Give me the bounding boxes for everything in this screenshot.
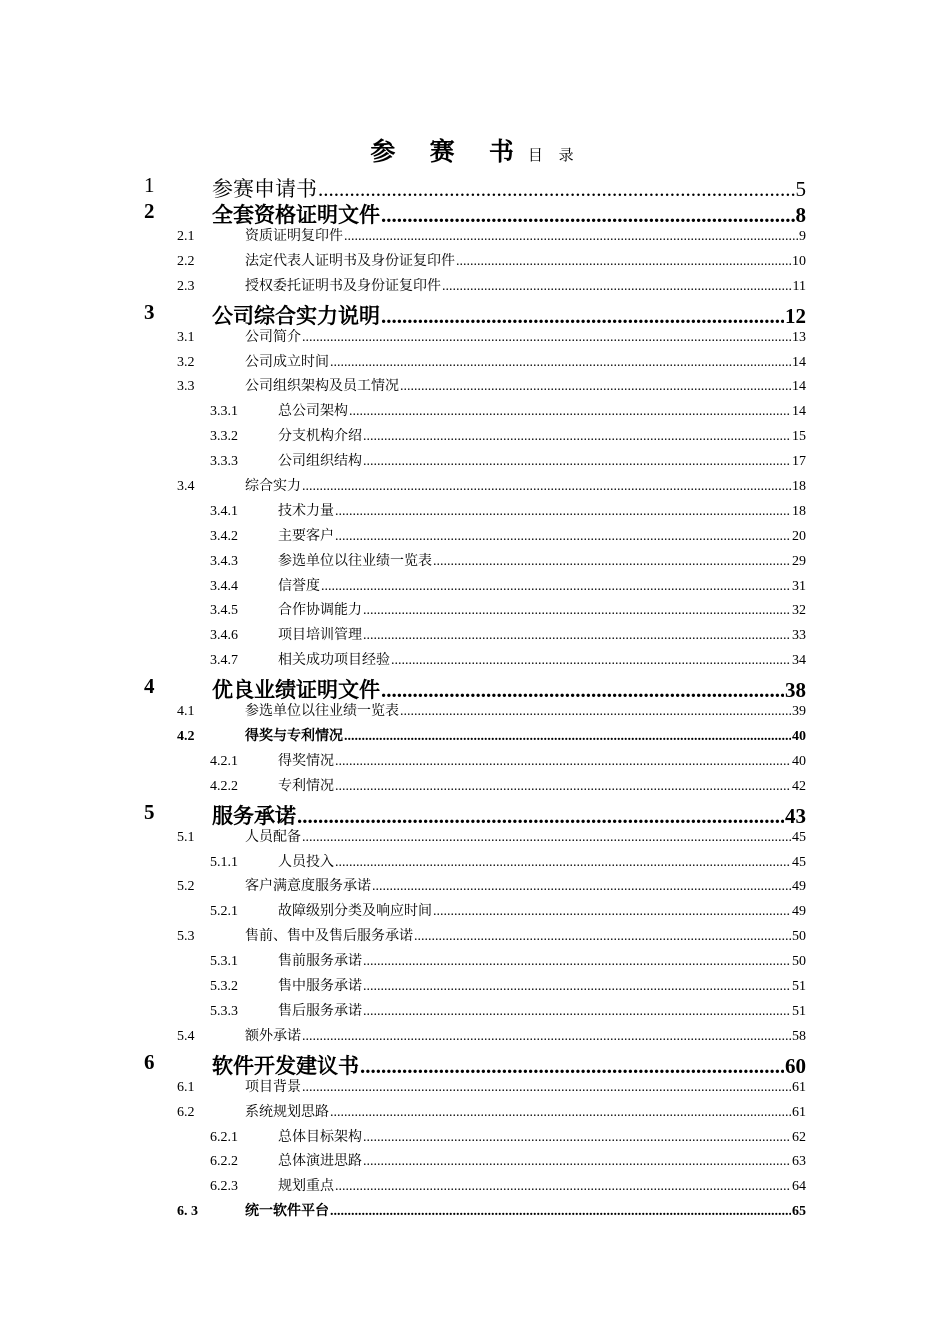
toc-entry-number: 3.3 <box>177 379 195 395</box>
toc-entry-page: 10 <box>792 253 806 269</box>
toc-dot-leader <box>363 624 791 649</box>
toc-dot-leader <box>302 826 791 851</box>
toc-entry[interactable] <box>0 1101 950 1126</box>
toc-entry-title: 公司组织结构 <box>278 454 362 470</box>
toc-entry-page: 15 <box>792 429 806 445</box>
toc-dot-leader <box>330 351 791 376</box>
toc-entry-page: 14 <box>792 354 806 370</box>
toc-entry-title: 总公司架构 <box>278 404 348 420</box>
toc-entry-number: 3.3.1 <box>210 404 238 420</box>
toc-entry-title: 公司成立时间 <box>245 354 329 370</box>
toc-entry-title: 技术力量 <box>278 503 334 519</box>
toc-dot-leader <box>321 575 791 600</box>
toc-entry-title: 系统规划思路 <box>245 1104 329 1120</box>
toc-entry-title: 服务承诺 <box>212 803 296 828</box>
toc-entry[interactable] <box>0 725 950 750</box>
toc-entry[interactable] <box>0 575 950 600</box>
toc-entry-title: 主要客户 <box>278 528 334 544</box>
toc-entry[interactable] <box>0 1200 950 1225</box>
toc-entry-page: 51 <box>792 1003 806 1019</box>
toc-entry[interactable] <box>0 599 950 624</box>
toc-entry-number: 6.1 <box>177 1079 195 1095</box>
toc-entry-number: 4.2.1 <box>210 753 238 769</box>
toc-entry-title: 相关成功项目经验 <box>278 653 390 669</box>
toc-entry-number: 1 <box>144 173 155 197</box>
toc-dot-leader <box>302 326 791 351</box>
toc-dot-leader <box>335 750 791 775</box>
toc-entry-page: 9 <box>799 229 806 244</box>
toc-entry-page: 14 <box>792 379 806 395</box>
toc-entry-number: 3.4.3 <box>210 553 238 569</box>
toc-entry-page: 34 <box>792 653 806 669</box>
toc-entry-page: 20 <box>792 528 806 544</box>
toc-dot-leader <box>335 851 791 876</box>
toc-entry-page: 5 <box>795 177 806 201</box>
table-of-contents <box>0 173 950 1225</box>
toc-entry-page: 17 <box>792 454 806 470</box>
toc-entry-page: 13 <box>792 329 806 345</box>
toc-dot-leader <box>400 375 791 400</box>
toc-entry-title: 公司组织架构及员工情况 <box>245 379 399 395</box>
toc-entry[interactable] <box>0 225 950 250</box>
toc-entry-number: 2.3 <box>177 278 195 294</box>
toc-entry-title: 参选单位以往业绩一览表 <box>245 704 399 720</box>
toc-dot-leader <box>372 875 791 900</box>
toc-entry-number: 6.2.2 <box>210 1154 238 1170</box>
toc-dot-leader <box>335 1175 791 1200</box>
toc-entry[interactable] <box>0 450 950 475</box>
toc-entry[interactable] <box>0 624 950 649</box>
toc-entry-number: 3.3.3 <box>210 454 238 470</box>
toc-dot-leader <box>456 250 791 275</box>
toc-entry[interactable] <box>0 550 950 575</box>
toc-entry[interactable] <box>0 775 950 800</box>
toc-entry[interactable] <box>0 1076 950 1101</box>
toc-entry[interactable] <box>0 1126 950 1151</box>
toc-entry-title: 合作协调能力 <box>278 603 362 619</box>
toc-entry-page: 65 <box>792 1204 806 1220</box>
toc-entry[interactable] <box>0 475 950 500</box>
toc-entry[interactable] <box>0 375 950 400</box>
toc-entry[interactable] <box>0 275 950 300</box>
toc-entry[interactable] <box>0 900 950 925</box>
toc-dot-leader <box>335 525 791 550</box>
toc-entry-number: 3.2 <box>177 354 195 370</box>
toc-entry-page: 61 <box>792 1079 806 1095</box>
toc-entry-page: 14 <box>792 404 806 420</box>
toc-entry-number: 5.1 <box>177 829 195 845</box>
toc-entry-number: 4.2.2 <box>210 778 238 794</box>
toc-entry-title: 总体演进思路 <box>278 1154 362 1170</box>
toc-entry[interactable] <box>0 875 950 900</box>
toc-entry[interactable] <box>0 300 950 326</box>
toc-entry-title: 授权委托证明书及身份证复印件 <box>245 278 441 294</box>
toc-dot-leader <box>344 725 791 750</box>
toc-entry-page: 18 <box>792 503 806 519</box>
toc-entry-title: 故障级别分类及响应时间 <box>278 904 432 920</box>
toc-dot-leader <box>363 450 791 475</box>
toc-dot-leader <box>433 550 791 575</box>
toc-entry-title: 统一软件平台 <box>245 1204 329 1220</box>
toc-entry-title: 客户满意度服务承诺 <box>245 879 371 895</box>
toc-entry-number: 5.2.1 <box>210 904 238 920</box>
title-sub: 目 录 <box>527 148 580 164</box>
toc-entry-page: 40 <box>792 753 806 769</box>
toc-dot-leader <box>363 599 791 624</box>
toc-entry-page: 64 <box>792 1179 806 1195</box>
toc-entry-title: 额外承诺 <box>245 1028 301 1044</box>
toc-entry[interactable] <box>0 525 950 550</box>
toc-entry-title: 信誉度 <box>278 578 320 594</box>
toc-entry-page: 60 <box>785 1053 806 1078</box>
toc-entry-number: 3.3.2 <box>210 429 238 445</box>
toc-entry-number: 6. 3 <box>177 1204 198 1220</box>
toc-entry-number: 5.3 <box>177 929 195 945</box>
toc-entry[interactable] <box>0 851 950 876</box>
toc-entry[interactable] <box>0 173 950 199</box>
toc-entry-page: 39 <box>792 704 806 720</box>
toc-dot-leader <box>330 1101 791 1126</box>
toc-entry-title: 公司综合实力说明 <box>212 303 380 328</box>
toc-entry-title: 得奖情况 <box>278 753 334 769</box>
toc-entry-number: 6.2.3 <box>210 1179 238 1195</box>
toc-entry-number: 5.3.2 <box>210 979 238 995</box>
toc-entry[interactable] <box>0 326 950 351</box>
toc-entry-number: 3.1 <box>177 329 195 345</box>
toc-entry[interactable] <box>0 950 950 975</box>
toc-entry[interactable] <box>0 674 950 703</box>
toc-entry-title: 专利情况 <box>278 778 334 794</box>
toc-entry-page: 45 <box>792 854 806 870</box>
toc-entry[interactable] <box>0 1000 950 1025</box>
toc-entry-number: 6.2 <box>177 1104 195 1120</box>
toc-dot-leader <box>302 475 791 500</box>
toc-dot-leader <box>302 1076 791 1101</box>
toc-entry-page: 42 <box>792 778 806 794</box>
toc-entry[interactable] <box>0 649 950 674</box>
title-main: 参 赛 书 <box>370 139 528 166</box>
toc-entry-number: 2 <box>144 199 155 223</box>
toc-dot-leader <box>302 1025 791 1050</box>
toc-entry[interactable] <box>0 975 950 1000</box>
toc-entry-number: 3.4.6 <box>210 628 238 644</box>
toc-dot-leader <box>335 500 791 525</box>
toc-entry-page: 38 <box>785 678 806 703</box>
toc-entry-page: 12 <box>785 303 806 328</box>
toc-entry-page: 43 <box>785 803 806 828</box>
toc-entry-title: 综合实力 <box>245 479 301 495</box>
toc-entry-number: 2.1 <box>177 229 195 244</box>
toc-entry[interactable] <box>0 250 950 275</box>
toc-dot-leader <box>433 900 791 925</box>
toc-entry-number: 3.4.2 <box>210 528 238 544</box>
toc-entry-page: 18 <box>792 479 806 495</box>
toc-entry-page: 40 <box>792 729 806 745</box>
toc-entry-page: 49 <box>792 879 806 895</box>
toc-entry-title: 人员投入 <box>278 854 334 870</box>
toc-entry-title: 软件开发建议书 <box>212 1053 359 1078</box>
toc-entry-page: 29 <box>792 553 806 569</box>
toc-entry-title: 项目培训管理 <box>278 628 362 644</box>
toc-entry-title: 分支机构介绍 <box>278 429 362 445</box>
toc-entry-title: 得奖与专利情况 <box>245 729 343 745</box>
toc-entry-page: 58 <box>792 1028 806 1044</box>
toc-entry-page: 50 <box>792 929 806 945</box>
toc-entry[interactable] <box>0 1025 950 1050</box>
toc-entry-title: 规划重点 <box>278 1179 334 1195</box>
toc-dot-leader <box>391 649 791 674</box>
toc-entry-number: 4 <box>144 674 155 699</box>
toc-entry-title: 项目背景 <box>245 1079 301 1095</box>
toc-entry[interactable] <box>0 925 950 950</box>
toc-entry-page: 31 <box>792 578 806 594</box>
toc-entry-page: 49 <box>792 904 806 920</box>
toc-entry[interactable] <box>0 826 950 851</box>
document-title <box>0 132 950 168</box>
toc-entry[interactable] <box>0 700 950 725</box>
toc-entry-page: 62 <box>792 1129 806 1145</box>
toc-entry-page: 63 <box>792 1154 806 1170</box>
toc-entry-page: 33 <box>792 628 806 644</box>
toc-entry-title: 公司简介 <box>245 329 301 345</box>
toc-entry[interactable] <box>0 1150 950 1175</box>
toc-entry-number: 3 <box>144 299 155 324</box>
toc-entry-page: 51 <box>792 979 806 995</box>
toc-entry[interactable] <box>0 800 950 826</box>
toc-dot-leader <box>363 975 791 1000</box>
toc-entry-page: 45 <box>792 829 806 845</box>
toc-entry-title: 售中服务承诺 <box>278 979 362 995</box>
toc-entry[interactable] <box>0 425 950 450</box>
toc-entry-title: 资质证明复印件 <box>245 229 343 244</box>
toc-entry-title: 售后服务承诺 <box>278 1003 362 1019</box>
toc-dot-leader <box>349 400 791 425</box>
toc-entry-page: 32 <box>792 603 806 619</box>
toc-entry-number: 3.4.5 <box>210 603 238 619</box>
toc-dot-leader <box>414 925 791 950</box>
toc-entry-number: 2.2 <box>177 253 195 269</box>
toc-entry-number: 4.1 <box>177 704 195 720</box>
toc-dot-leader <box>363 950 791 975</box>
toc-entry[interactable] <box>0 199 950 225</box>
toc-entry-title: 参选单位以往业绩一览表 <box>278 553 432 569</box>
toc-dot-leader <box>344 225 798 250</box>
toc-entry-title: 优良业绩证明文件 <box>212 678 380 703</box>
toc-dot-leader <box>363 1126 791 1151</box>
toc-entry-number: 4.2 <box>177 729 195 745</box>
toc-entry-page: 61 <box>792 1104 806 1120</box>
toc-entry[interactable] <box>0 351 950 376</box>
toc-entry-number: 3.4.7 <box>210 653 238 669</box>
toc-entry-number: 3.4.1 <box>210 503 238 519</box>
toc-entry-page: 11 <box>792 278 806 294</box>
toc-entry[interactable] <box>0 750 950 775</box>
toc-dot-leader <box>330 1200 791 1225</box>
toc-entry-title: 全套资格证明文件 <box>212 203 380 227</box>
toc-entry-number: 5.4 <box>177 1028 195 1044</box>
toc-entry-page: 50 <box>792 954 806 970</box>
toc-entry-title: 法定代表人证明书及身份证复印件 <box>245 253 455 269</box>
toc-entry-title: 售前服务承诺 <box>278 954 362 970</box>
toc-entry-number: 5 <box>144 799 155 824</box>
toc-entry[interactable] <box>0 400 950 425</box>
toc-entry-title: 总体目标架构 <box>278 1129 362 1145</box>
toc-entry-page: 8 <box>795 203 806 227</box>
toc-entry-number: 3.4 <box>177 479 195 495</box>
toc-entry-number: 6 <box>144 1049 155 1074</box>
toc-dot-leader <box>335 775 791 800</box>
toc-dot-leader <box>363 425 791 450</box>
toc-entry[interactable] <box>0 1175 950 1200</box>
toc-entry-number: 5.1.1 <box>210 854 238 870</box>
toc-dot-leader <box>442 275 792 300</box>
toc-entry-number: 5.2 <box>177 879 195 895</box>
toc-entry-number: 3.4.4 <box>210 578 238 594</box>
toc-dot-leader <box>363 1150 791 1175</box>
toc-entry[interactable] <box>0 1050 950 1076</box>
toc-entry[interactable] <box>0 500 950 525</box>
toc-entry-title: 人员配备 <box>245 829 301 845</box>
toc-entry-number: 5.3.1 <box>210 954 238 970</box>
toc-entry-title: 参赛申请书 <box>212 177 317 201</box>
toc-entry-number: 6.2.1 <box>210 1129 238 1145</box>
toc-entry-number: 5.3.3 <box>210 1003 238 1019</box>
toc-entry-title: 售前、售中及售后服务承诺 <box>245 929 413 945</box>
toc-dot-leader <box>363 1000 791 1025</box>
toc-dot-leader <box>400 700 791 725</box>
